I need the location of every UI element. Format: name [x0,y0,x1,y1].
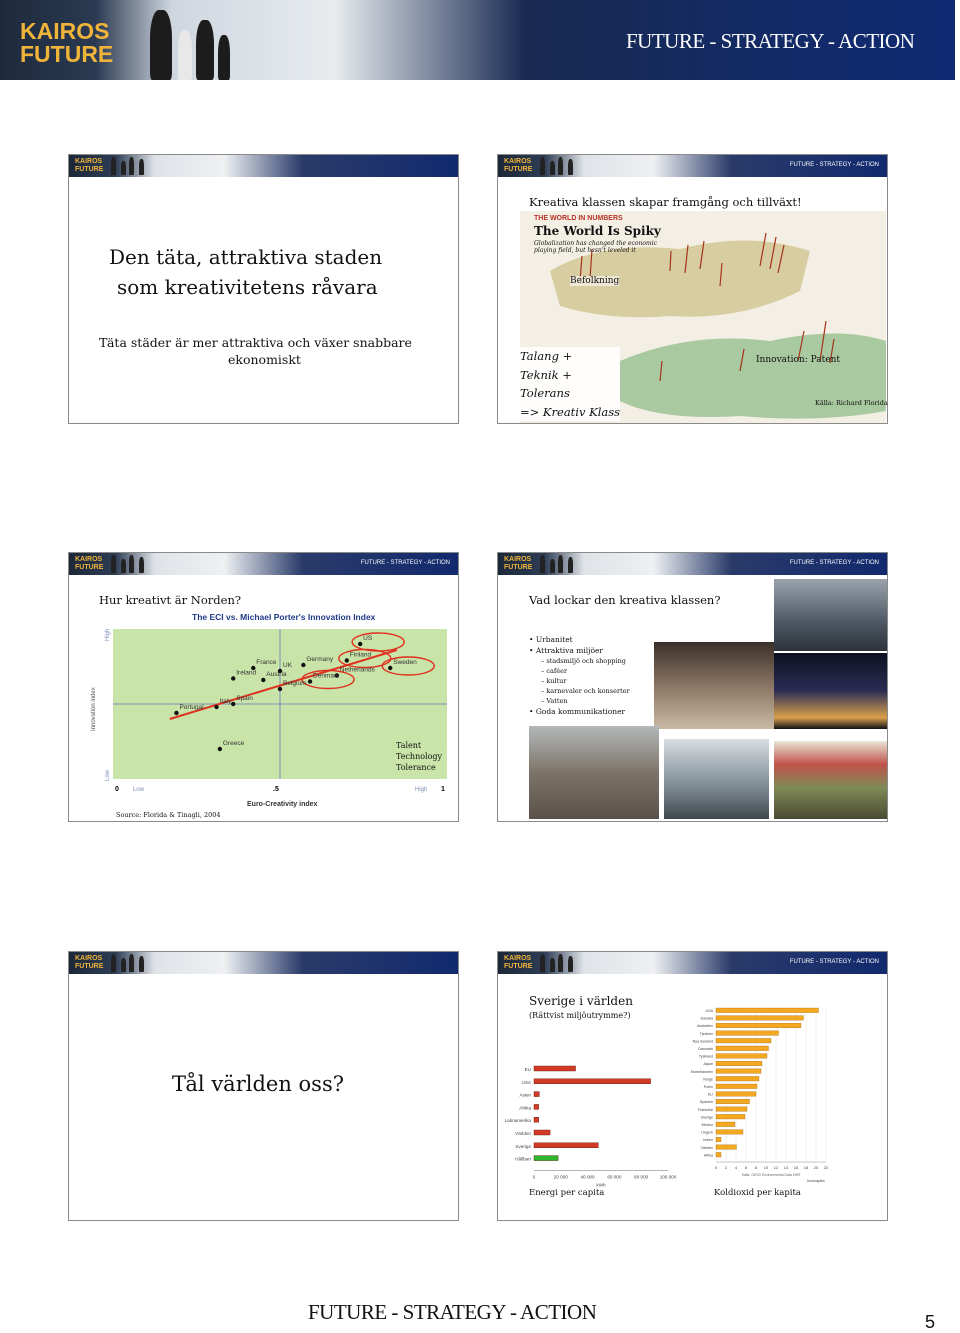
slide-logo [75,955,103,971]
slide-logo-bottom: FUTURE [504,564,533,571]
bar-usa [716,1008,819,1013]
point-label: UK [283,662,293,669]
sub-item-text: Vatten [546,697,568,705]
person-silhouette [121,161,126,175]
y-axis-label: Innovation index [91,687,97,731]
x-tick: 0 [532,1174,536,1180]
bullet-item: • Urbanitet [529,635,573,644]
bar-eu [534,1066,576,1071]
x-tick: 2 [724,1165,728,1170]
chart-caption: Energi per capita [529,1188,605,1198]
innovation-label: Innovation: Patent [756,355,840,365]
person-silhouette [111,954,116,972]
bar-label: Nya Zeeland [692,1039,713,1044]
ttt-item: Tolerance [396,763,436,772]
bar-australien [716,1023,801,1028]
bar-label: Afrika [519,1105,531,1111]
bar-label: Afrika [703,1153,713,1158]
person-silhouette [558,555,563,573]
point-label: Finland [349,651,372,659]
x-tick: 0 [115,786,119,793]
point-label: Denmark [313,672,340,680]
slide-logo [504,556,532,572]
x-tick: 4 [734,1165,738,1170]
bar-danmark [716,1046,769,1051]
slide-logo [504,158,532,174]
x-axis-label: Euro-Creativity index [247,801,318,808]
street-photo [529,726,659,819]
bar-label: Spanien [699,1100,713,1105]
x-tick: 8 [754,1165,758,1170]
point-label: France [256,659,277,666]
bar-label: Storbritannien [690,1069,713,1074]
person-silhouette [568,956,573,972]
slide-logo-top: KAIROS [504,955,532,962]
point-marker [301,663,305,667]
point-marker [388,666,392,670]
x-tick: 100 000 [659,1174,677,1180]
bar-afrika [534,1104,539,1109]
point-label: Belgium [283,680,307,687]
map-kicker: THE WORLD IN NUMBERS [534,215,623,222]
bullet-text: Goda kommunikationer [535,707,626,716]
person-silhouette [129,954,134,972]
slide-header-bar [69,553,458,575]
slide-logo-top: KAIROS [504,556,532,563]
bar-storbritannien [716,1069,761,1074]
x-source: Källa: OECD Environmental Data 1999 [741,1173,801,1177]
point-label: Greece [222,740,245,747]
bar-label: Kanada [700,1016,713,1021]
bar-polen [716,1084,757,1089]
x-tick: High [415,787,428,793]
x-tick: 18 [803,1165,809,1170]
bullet-text: Attraktiva miljöer [535,646,604,655]
bar-label: Ungern [701,1130,713,1135]
person-silhouette [139,159,144,175]
slide-5 [68,951,459,1221]
slide-logo [75,158,103,174]
slide-logo-top: KAIROS [75,955,103,962]
person-silhouette [111,157,116,175]
x-tick: 22 [823,1165,829,1170]
bar-indien [716,1137,721,1142]
point-marker [278,687,282,691]
person-silhouette [196,20,214,80]
person-silhouette [178,30,192,80]
sub-item-text: kultur [546,677,567,685]
x-tick: Low [133,787,145,793]
bar-världen [534,1130,550,1135]
bar-label: Tjeckien [699,1031,713,1036]
slide-header-text: FUTURE - STRATEGY - ACTION [789,162,879,168]
slide-logo [504,955,532,971]
person-silhouette [150,10,172,80]
bar-label: Asien [519,1092,531,1098]
bar-sverige [534,1143,598,1148]
logo-text-bottom: FUTURE [20,41,114,67]
bar-kanada [716,1016,804,1021]
bar-label: Latinamerika [504,1118,531,1124]
person-silhouette [568,159,573,175]
point-marker [218,747,222,751]
bar-label: Sverige [515,1143,531,1149]
slide-header-bar [498,952,887,974]
ttt-item: Talent [396,741,422,750]
slide-1 [68,154,459,424]
bar-hållbart [534,1156,558,1161]
bar-label: Mexiko [701,1123,713,1127]
formula-line: => Kreativ Klass [520,404,621,419]
sub-item: – stadsmiljö och shopping [541,657,626,665]
page-header [0,0,955,80]
point-marker [345,658,349,662]
point-label: Austria [266,671,287,678]
ttt-list [396,740,442,773]
slide-title: Den täta, attraktiva staden [109,245,383,269]
bar-label: Världen [700,1145,713,1150]
x-tick: 6 [744,1165,748,1170]
x-tick: 12 [773,1165,779,1170]
x-tick: 10 [763,1165,769,1170]
slide-header-bar [498,553,887,575]
formula-line: Talang + [520,349,573,363]
slide-header-bar [69,952,458,974]
formula-line: Tolerans [520,386,570,400]
x-tick: .5 [273,786,279,793]
city-skyline-photo [774,579,887,651]
bar-label: Hållbart [515,1156,531,1162]
sub-item: – karnevaler och konserter [541,687,630,695]
x-unit: ton/capita [807,1178,825,1183]
sub-list [529,656,630,706]
x-tick: 60 000 [607,1174,622,1180]
slide-title: Hur kreativt är Norden? [99,593,242,607]
slide-header-text: FUTURE - STRATEGY - ACTION [789,560,879,566]
bar-nya zeeland [716,1038,771,1043]
sub-item: – caféer [541,667,568,675]
slide-logo-bottom: FUTURE [504,166,533,173]
person-silhouette [121,958,126,972]
person-silhouette [558,954,563,972]
page-number: 5 [925,1312,936,1332]
person-silhouette [540,954,545,972]
slide-logo-bottom: FUTURE [75,963,104,970]
person-silhouette [111,555,116,573]
slide-logo-bottom: FUTURE [75,166,104,173]
slide-logo-bottom: FUTURE [504,963,533,970]
bullet-text: Urbanitet [535,635,573,644]
eci-scatter-chart [87,621,452,811]
slide-6 [497,951,888,1221]
point-label: US [363,635,373,642]
map-subtitle: playing field, but hasn't leveled it [534,247,636,254]
sub-item-text: stadsmiljö och shopping [546,657,626,665]
bar-label: Norge [703,1077,713,1082]
slide-body: ekonomiskt [228,352,301,367]
bar-label: USA [521,1079,531,1085]
x-tick: 40 000 [580,1174,595,1180]
bar-label: Australien [697,1024,713,1029]
person-silhouette [121,559,126,573]
person-silhouette [218,35,230,80]
bar-label: EU [708,1092,713,1097]
point-label: Netherlands [339,666,375,674]
map-subtitle: Globalization has changed the economic [534,240,657,247]
point-marker [261,678,265,682]
x-unit: kWh [596,1182,606,1188]
person-silhouette [550,559,555,573]
person-silhouette [129,555,134,573]
sub-item: – Vatten [541,697,568,705]
formula-block [520,347,620,421]
point-label: Ireland [236,669,257,677]
bar-japan [716,1061,762,1066]
sub-item-text: caféer [546,667,568,675]
bar-frankrike [716,1107,747,1112]
x-tick: 16 [793,1165,799,1170]
point-marker [174,711,178,715]
slide-logo-bottom: FUTURE [75,564,104,571]
y-low-label: Low [105,769,111,781]
bar-usa [534,1079,651,1084]
person-silhouette [550,161,555,175]
slide-logo-top: KAIROS [504,158,532,165]
person-silhouette [139,956,144,972]
point-label: Portugal [179,704,204,711]
point-label: Italy [219,698,232,705]
bar-label: Tyskland [698,1054,713,1059]
bar-label: USA [705,1009,713,1013]
point-marker [231,702,235,706]
slide-body: Täta städer är mer attraktiva och växer snabbare [99,335,412,350]
person-silhouette [129,157,134,175]
point-marker [358,642,362,646]
bar-label: Danmark [698,1047,713,1051]
point-label: Sweden [393,659,417,666]
person-silhouette [139,557,144,573]
source-note: Källa: Richard Florida [815,399,888,407]
slide-2 [497,154,888,424]
bar-spanien [716,1099,750,1104]
bar-label: Sverige [700,1115,713,1120]
footer-title: FUTURE - STRATEGY - ACTION [308,1300,597,1324]
bar-norge [716,1076,759,1081]
population-label: Befolkning [570,276,620,286]
bar-tyskland [716,1054,767,1059]
person-silhouette [540,555,545,573]
bullet-list [529,634,630,717]
bar-sverige [716,1114,745,1119]
bar-label: Polen [703,1085,713,1089]
cafe-photo [654,642,774,729]
bar-label: Indien [703,1138,713,1143]
bar-tjeckien [716,1031,779,1036]
slide-header-text: FUTURE - STRATEGY - ACTION [360,560,450,566]
slide-title: Tål världen oss? [172,1072,344,1096]
ttt-item: Technology [396,752,443,761]
slide-logo-top: KAIROS [75,556,103,563]
x-tick: 0 [714,1165,718,1170]
x-tick: 80 000 [634,1174,649,1180]
slide-subtitle: (Rättvist miljöutrymme?) [529,1011,631,1020]
header-title: FUTURE - STRATEGY - ACTION [626,29,915,53]
bar-latinamerika [534,1117,539,1122]
slide-title: Vad lockar den kreativa klassen? [529,593,721,607]
bar-asien [534,1092,539,1097]
sub-item-text: karnevaler och konserter [546,687,630,695]
point-marker [308,679,312,683]
slide-title: Kreativa klassen skapar framgång och tillväxt! [529,195,802,209]
point-label: Germany [306,656,334,663]
logo-text-top: KAIROS [20,18,110,44]
slide-title: som kreativitetens råvara [117,275,378,299]
chart-title: The ECI vs. Michael Porter's Innovation Index [192,612,376,622]
energy-bar-chart [498,1060,683,1188]
source-note: Source: Florida & Tinagli, 2004 [116,811,221,819]
waterfront-photo [664,739,769,819]
slide-4 [497,552,888,822]
x-tick: 20 000 [553,1174,568,1180]
slide-3 [68,552,459,822]
y-high-label: High [105,628,111,641]
bar-ungern [716,1130,743,1135]
night-city-photo [774,653,887,729]
slide-logo [75,556,103,572]
bar-världen [716,1145,737,1150]
bullet-item: • Attraktiva miljöer [529,646,604,655]
slide-logo-top: KAIROS [75,158,103,165]
slide-title: Sverige i världen [529,994,633,1008]
bar-label: EU [524,1067,531,1072]
bar-mexiko [716,1122,735,1127]
person-silhouette [550,958,555,972]
bar-label: Frankrike [698,1107,713,1112]
x-tick: 20 [813,1165,819,1170]
sub-item: – kultur [541,677,567,685]
formula-line: Teknik + [520,367,572,382]
slide-header-bar [69,155,458,177]
bar-eu [716,1092,756,1097]
x-tick: 1 [441,786,445,793]
bar-label: Japan [703,1062,713,1067]
kairos-logo [20,20,113,66]
chart-caption: Koldioxid per kapita [714,1188,801,1198]
point-marker [231,676,235,680]
person-silhouette [568,557,573,573]
person-silhouette [558,157,563,175]
bullet-item: • Goda kommunikationer [529,707,626,716]
bar-label: Världen [515,1131,531,1136]
harbor-photo [774,741,887,819]
co2-bar-chart [684,1004,834,1183]
point-label: Spain [236,695,253,702]
slide-header-text: FUTURE - STRATEGY - ACTION [789,959,879,965]
map-title: The World Is Spiky [534,224,661,238]
person-silhouette [540,157,545,175]
point-marker [214,705,218,709]
bar-afrika [716,1152,721,1157]
x-tick: 14 [783,1165,789,1170]
slide-header-bar [498,155,887,177]
